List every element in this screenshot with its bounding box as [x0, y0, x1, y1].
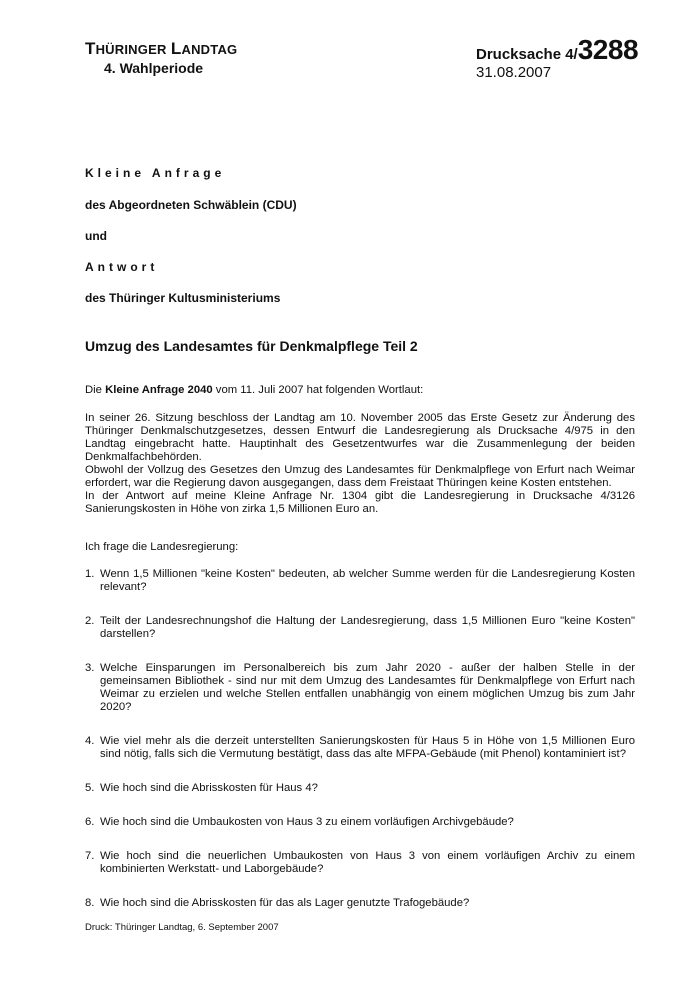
question-text: Wie hoch sind die Abrisskosten für Haus 4?: [100, 782, 318, 794]
paragraph: In seiner 26. Sitzung beschloss der Landtag am 10. November 2005 das Erste Gesetz zur Änderung des Thüringer Denkmalschutzgesetzes, dessen Entwurf die Landesregierung als Drucksache 4/975 in den Landtag eingebracht hatte. Hauptinhalt des Gesetzentwurfes war die Zusammenlegung der beiden Denkmalfachbehörden.: [85, 412, 635, 463]
question-number: 4.: [85, 735, 95, 747]
question-text: Wie hoch sind die neuerlichen Umbaukosten von Haus 3 von einem vorläufigen Archiv zu einem kombinierten Werkstatt- und Laborgebäude?: [100, 850, 635, 875]
author: des Abgeordneten Schwäblein (CDU): [85, 198, 297, 212]
question-text: Wie viel mehr als die derzeit unterstellten Sanierungskosten für Haus 5 in Höhe von 1,5 Millionen Euro sind nötig, falls sich die Vermutung bestätigt, dass das alte MFPA-Gebäude (mit Phenol) kontaminiert ist?: [100, 735, 635, 760]
question-item: [85, 850, 635, 876]
paragraph: In der Antwort auf meine Kleine Anfrage Nr. 1304 gibt die Landesregierung in Drucksache 4/3126 Sanierungskosten in Höhe von zirka 1,5 Millionen Euro an.: [85, 490, 635, 515]
question-item: [85, 568, 635, 594]
question-number: 1.: [85, 568, 95, 580]
paragraph: Obwohl der Vollzug des Gesetzes den Umzug des Landesamtes für Denkmalpflege von Erfurt nach Weimar erfordert, war die Regierung davon ausgegangen, dass dem Freistaat Thüringen keine Kosten entstehen.: [85, 464, 635, 489]
question-number: 7.: [85, 850, 95, 862]
intro-bold: Kleine Anfrage 2040: [105, 384, 213, 396]
print-label: Drucksache 4/: [476, 46, 578, 63]
question-number: 2.: [85, 615, 95, 627]
institution-word: ANDTAG: [181, 42, 238, 57]
question-item: [85, 782, 635, 795]
header-left: [85, 40, 237, 77]
question-text: Welche Einsparungen im Personalbereich bis zum Jahr 2020 - außer der halben Stelle in der gemeinsamen Bibliothek - sind nur mit dem Umzug des Landesamtes für Denkmalpflege von Erfurt nach Weimar zu erzielen und welche Stellen entfallen unabhängig von einem möglichen Umzug bis zum Jahr 2020?: [100, 662, 635, 713]
question-number: 3.: [85, 662, 95, 674]
question-list: [85, 568, 635, 931]
question-number: 5.: [85, 782, 95, 794]
conjunction: und: [85, 229, 107, 243]
question-item: [85, 735, 635, 761]
question-text: Wie hoch sind die Umbaukosten von Haus 3 zu einem vorläufigen Archivgebäude?: [100, 816, 514, 828]
question-intro: Ich frage die Landesregierung:: [85, 541, 239, 553]
legislative-period: 4. Wahlperiode: [104, 60, 204, 76]
intro-line: [85, 384, 635, 397]
question-number: 8.: [85, 897, 95, 909]
question-item: [85, 897, 635, 910]
print-footer: Druck: Thüringer Landtag, 6. September 2007: [85, 922, 279, 933]
institution-word: HÜRINGER: [95, 42, 167, 57]
question-item: [85, 662, 635, 714]
institution-name: [85, 40, 237, 59]
question-item: [85, 816, 635, 829]
question-text: Wenn 1,5 Millionen "keine Kosten" bedeuten, ab welcher Summe werden für die Landesregierung Kosten relevant?: [100, 568, 635, 593]
ministry: des Thüringer Kultusministeriums: [85, 291, 281, 305]
doc-type: Kleine Anfrage: [85, 166, 226, 180]
body-text: [85, 412, 635, 516]
print-number: 3288: [577, 34, 639, 65]
answer-label: Antwort: [85, 260, 159, 274]
subject-title: Umzug des Landesamtes für Denkmalpflege Teil 2: [85, 338, 418, 354]
institution-initial: T: [85, 39, 96, 58]
question-item: [85, 615, 635, 641]
intro-post: vom 11. Juli 2007 hat folgenden Wortlaut:: [212, 384, 424, 396]
institution-initial: L: [170, 39, 182, 58]
question-text: Wie hoch sind die Abrisskosten für das als Lager genutzte Trafogebäude?: [100, 897, 470, 909]
print-date: 31.08.2007: [476, 64, 552, 81]
header-right: [476, 34, 638, 81]
question-text: Teilt der Landesrechnungshof die Haltung der Landesregierung, dass 1,5 Millionen Euro "keine Kosten" darstellen?: [100, 615, 635, 640]
intro-pre: Die: [85, 384, 106, 396]
print-number-line: [476, 34, 638, 66]
question-number: 6.: [85, 816, 95, 828]
